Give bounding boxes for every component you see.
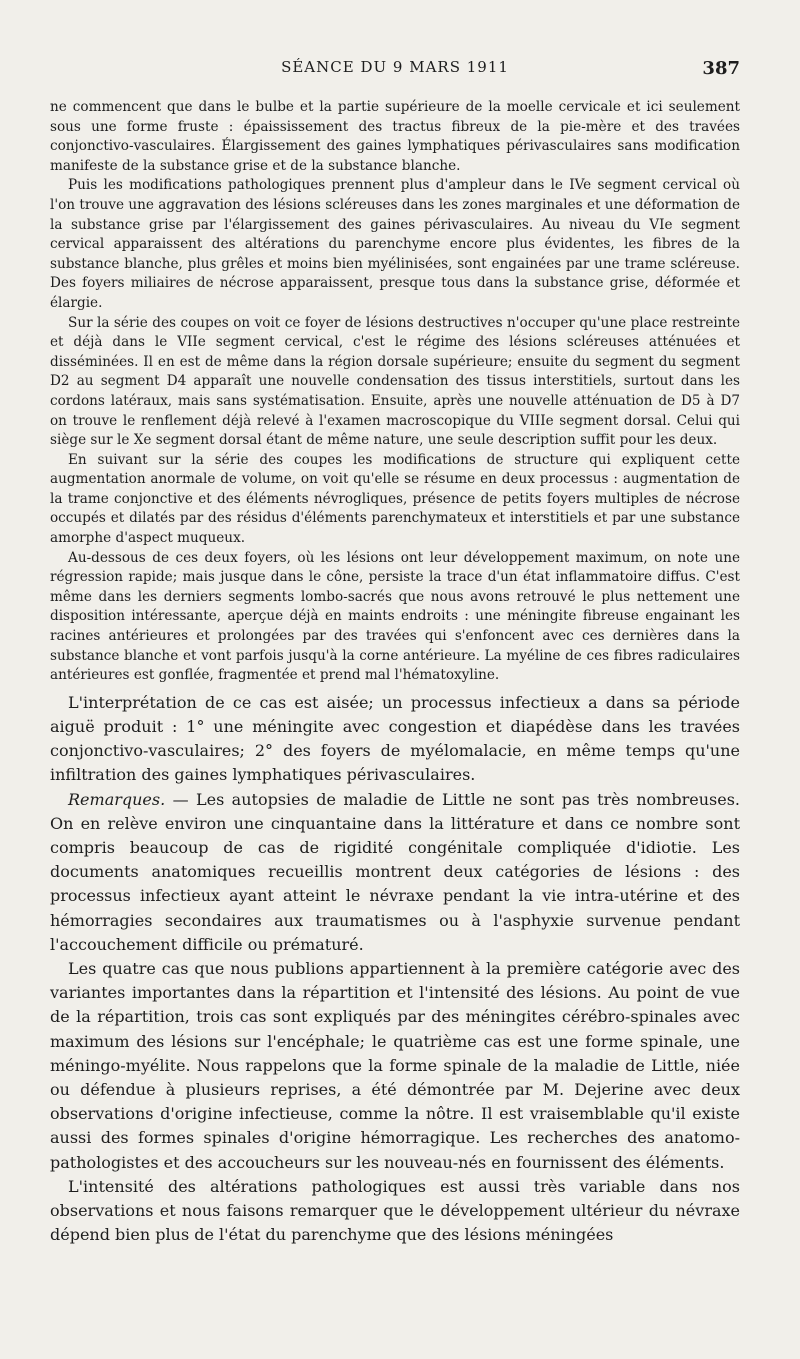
paragraph: L'intensité des altérations pathologiques est aussi très variable dans nos observations et nous faisons remarquer que le développement ultérieur du névraxe dépend bien plus de l'état du parenchyme que des lésions méningées: [50, 1176, 740, 1245]
small-print-section: [50, 98, 740, 686]
running-head: SÉANCE DU 9 MARS 1911: [281, 58, 509, 76]
page-header: [50, 58, 740, 88]
body-text: [50, 98, 740, 1247]
remarques-paragraph: [50, 788, 740, 957]
paragraph: L'interprétation de ce cas est aisée; un processus infectieux a dans sa période aiguë produit : 1° une méningite avec congestion et diapédèse dans les travées conjonctivo-vasculaires; 2° des foyers de myélomalacie, en même temps qu'une infiltration des gaines lymphatiques périvasculaires.: [50, 692, 740, 785]
paragraph: Les quatre cas que nous publions appartiennent à la première catégorie avec des variantes importantes dans la répartition et l'intensité des lésions. Au point de vue de la répartition, trois cas sont expliqués par des méningites cérébro-spinales avec maximum des lésions sur l'encéphale; le quatrième cas est une forme spinale, une méningo-myélite. Nous rappelons que la forme spinale de la maladie de Little, niée ou défendue à plusieurs reprises, a été démontrée par M. Dejerine avec deux observations d'origine infectieuse, comme la nôtre. Il est vraisemblable qu'il existe aussi des formes spinales d'origine hémorragique. Les recherches des anatomo-pathologistes et des accoucheurs sur les nouveau-nés en fournissent des éléments.: [50, 959, 740, 1172]
remarques-text: — Les autopsies de maladie de Little ne sont pas très nombreuses. On en relève environ une cinquantaine dans la littérature et dans ce nombre sont compris beaucoup de cas de rigidité congénitale compliquée d'idiotie. Les documents anatomiques recueillis montrent deux catégories de lésions : des processus infectieux ayant atteint le névraxe pendant la vie intra-utérine et des hémorragies secondaires aux traumatismes ou à l'asphyxie survenue pendant l'accouchement difficile ou prématuré.: [50, 789, 740, 954]
paragraph: ne commencent que dans le bulbe et la partie supérieure de la moelle cervicale et ici seulement sous une forme fruste : épaississement des tractus fibreux de la pie-mère et des travées conjonctivo-vasculaires. Élargissement des gaines lymphatiques périvasculaires sans modification manifeste de la substance grise et de la substance blanche.: [50, 99, 740, 174]
paragraph: Puis les modifications pathologiques prennent plus d'ampleur dans le IVe segment cervical où l'on trouve une aggravation des lésions scléreuses dans les zones marginales et une déformation de la substance grise par l'élargissement des gaines périvasculaires. Au niveau du VIe segment cervical apparaissent des altérations du parenchyme encore plus évidentes, les fibres de la substance blanche, plus grêles et moins bien myélinisées, sont engainées par une trame scléreuse. Des foyers miliaires de nécrose apparaissent, presque tous dans la substance grise, déformée et élargie.: [50, 177, 740, 311]
main-print-section: [50, 691, 740, 1248]
paragraph: En suivant sur la série des coupes les modifications de structure qui expliquent cette augmentation anormale de volume, on voit qu'elle se résume en deux processus : augmentation de la trame conjonctive et des éléments névrogliques, présence de petits foyers multiples de nécrose occupés et dilatés par des résidus d'éléments parenchymateux et interstitiels et par une substance amorphe d'aspect muqueux.: [50, 451, 740, 547]
paragraph: Sur la série des coupes on voit ce foyer de lésions destructives n'occuper qu'une place restreinte et déjà dans le VIIe segment cervical, c'est le régime des lésions scléreuses atténuées et disséminées. Il en est de même dans la région dorsale supérieure; ensuite du segment du segment D2 au segment D4 apparaît une nouvelle condensation des tissus interstitiels, surtout dans les cordons latéraux, mais sans systématisation. Ensuite, après une nouvelle atténuation de D5 à D7 on trouve le renflement déjà relevé à l'examen macroscopique du VIIIe segment dorsal. Celui qui siège sur le Xe segment dorsal étant de même nature, une seule description suffit pour les deux.: [50, 314, 740, 449]
page-number: 387: [702, 58, 740, 79]
remarques-label: Remarques.: [68, 789, 166, 809]
paragraph: Au-dessous de ces deux foyers, où les lésions ont leur développement maximum, on note une régression rapide; mais jusque dans le cône, persiste la trace d'un état inflammatoire diffus. C'est même dans les derniers segments lombo-sacrés que nous avons retrouvé le plus nettement une disposition intéressante, aperçue déjà en maints endroits : une méningite fibreuse engainant les racines antérieures et prolongées par des travées qui s'enfoncent avec ces dernières dans la substance blanche et vont parfois jusqu'à la corne antérieure. La myéline de ces fibres radiculaires antérieures est gonflée, fragmentée et prend mal l'hématoxyline.: [50, 549, 740, 684]
